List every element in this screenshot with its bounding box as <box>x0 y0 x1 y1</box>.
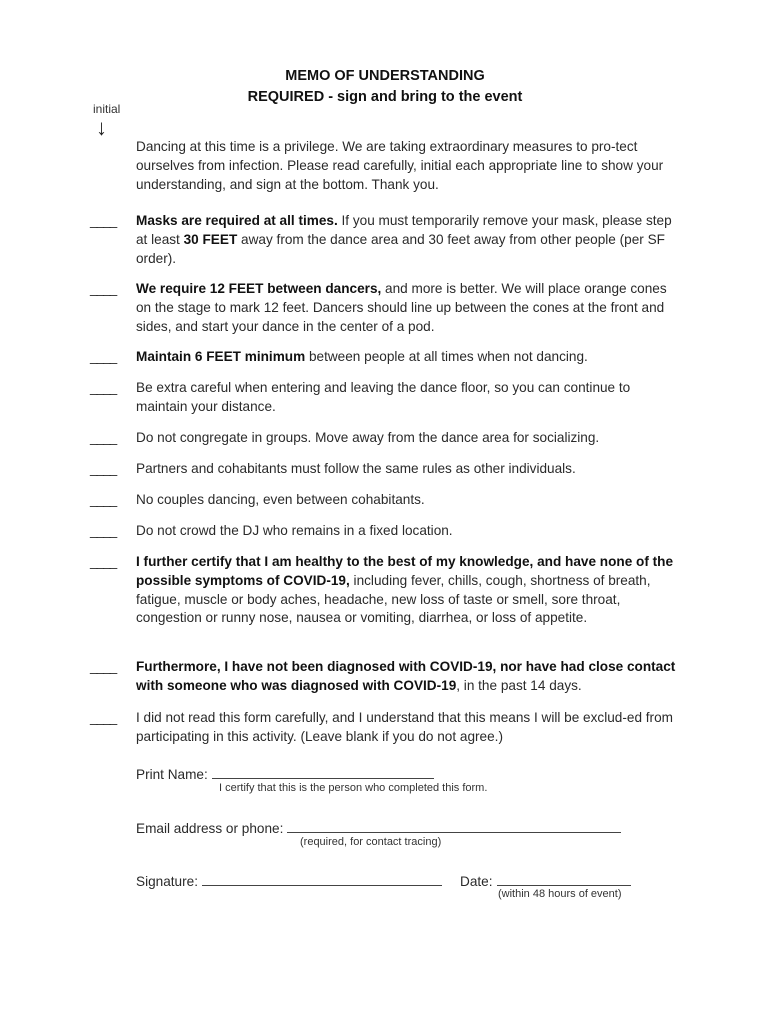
initial-blank[interactable]: ____ <box>90 461 117 476</box>
initial-blank[interactable]: ____ <box>90 281 117 296</box>
intro-paragraph: Dancing at this time is a privilege. We are taking extraordinary measures to pro-tect ourselves from infection. Please read carefully, initial each appropriate line to show your understanding, and sign at the bottom. Thank you. <box>136 139 664 192</box>
initial-blank[interactable]: ____ <box>90 554 117 569</box>
rule-bold: Masks are required at all times. <box>136 213 338 228</box>
rule-text: I did not read this form carefully, and I understand that this means I will be exclud-ed from participating in this activity. (Leave blank if you do not agree.) <box>136 710 673 744</box>
rule-bold: I further certify that I am healthy to the best of my knowledge, and have none of the possible symptoms of COVID-19, <box>136 554 674 588</box>
rule-item <box>136 553 681 628</box>
rule-item <box>136 379 681 417</box>
rule-text: including fever, chills, cough, shortness of breath, fatigue, muscle or body aches, headache, new loss of taste or smell, sore throat, congestion or runny nose, nausea or vomiting, diarrhea, or loss of appetite. <box>136 572 651 626</box>
rule-bold: 30 FEET <box>183 231 238 247</box>
rule-item <box>136 709 681 747</box>
email-label: Email address or phone: <box>136 821 284 836</box>
rule-text: No couples dancing, even between cohabitants. <box>136 492 425 507</box>
print-name-line[interactable] <box>212 764 434 779</box>
initial-blank[interactable]: ____ <box>90 492 117 507</box>
signature-field <box>136 871 442 889</box>
print-name-label: Print Name: <box>136 767 208 782</box>
memo-title: MEMO OF UNDERSTANDING <box>285 68 485 84</box>
initial-blank[interactable]: ____ <box>90 659 117 674</box>
rule-item <box>136 348 681 367</box>
initial-column-label: initial <box>93 102 121 116</box>
date-line[interactable] <box>497 871 631 886</box>
rule-item <box>136 460 681 479</box>
initial-blank[interactable]: ____ <box>90 523 117 538</box>
down-arrow-icon: ↓ <box>96 115 107 140</box>
rule-bold: Maintain 6 FEET minimum <box>136 349 306 364</box>
memo-subtitle: REQUIRED - sign and bring to the event <box>247 89 523 105</box>
rule-item <box>136 212 681 268</box>
rule-text: Do not crowd the DJ who remains in a fixed location. <box>136 523 453 538</box>
print-name-field <box>136 764 434 782</box>
rule-text: between people at all times when not dancing. <box>305 349 588 364</box>
signature-line[interactable] <box>202 871 442 886</box>
rule-item <box>136 658 681 696</box>
email-note: (required, for contact tracing) <box>300 836 442 848</box>
initial-blank[interactable]: ____ <box>90 213 117 228</box>
rule-item <box>136 429 681 448</box>
email-field <box>136 818 621 836</box>
initial-blank[interactable]: ____ <box>90 710 117 725</box>
rule-text: and more is better. We will place orange cones on the stage to mark 12 feet. Dancers should line up between the cones at the front and sides, and start your dance in the center of a pod. <box>136 281 667 334</box>
rule-item <box>136 280 681 336</box>
initial-blank[interactable]: ____ <box>90 380 117 395</box>
rule-text: , in the past 14 days. <box>456 677 582 693</box>
rule-item <box>136 522 681 541</box>
rule-bold: Furthermore, I have not been diagnosed with COVID-19, nor have had close contact with someone who was diagnosed with COVID-19 <box>136 659 676 693</box>
print-name-note: I certify that this is the person who completed this form. <box>219 782 488 794</box>
date-label: Date: <box>460 874 493 889</box>
date-note: (within 48 hours of event) <box>498 888 622 900</box>
rule-text: Do not congregate in groups. Move away from the dance area for socializing. <box>136 430 600 445</box>
rule-bold: We require 12 FEET between dancers, <box>136 281 382 296</box>
initial-blank[interactable]: ____ <box>90 430 117 445</box>
rule-text: Be extra careful when entering and leaving the dance floor, so you can continue to maintain your distance. <box>136 380 631 414</box>
rule-text: Partners and cohabitants must follow the same rules as other individuals. <box>136 461 576 476</box>
rule-item <box>136 491 681 510</box>
date-field <box>460 871 631 889</box>
email-line[interactable] <box>287 818 621 833</box>
rule-text: If you must temporarily remove your mask, please step at least <box>136 213 672 247</box>
signature-label: Signature: <box>136 874 198 889</box>
rule-text: away from the dance area and 30 feet away from other people (per SF order). <box>136 231 665 266</box>
initial-blank[interactable]: ____ <box>90 349 117 364</box>
